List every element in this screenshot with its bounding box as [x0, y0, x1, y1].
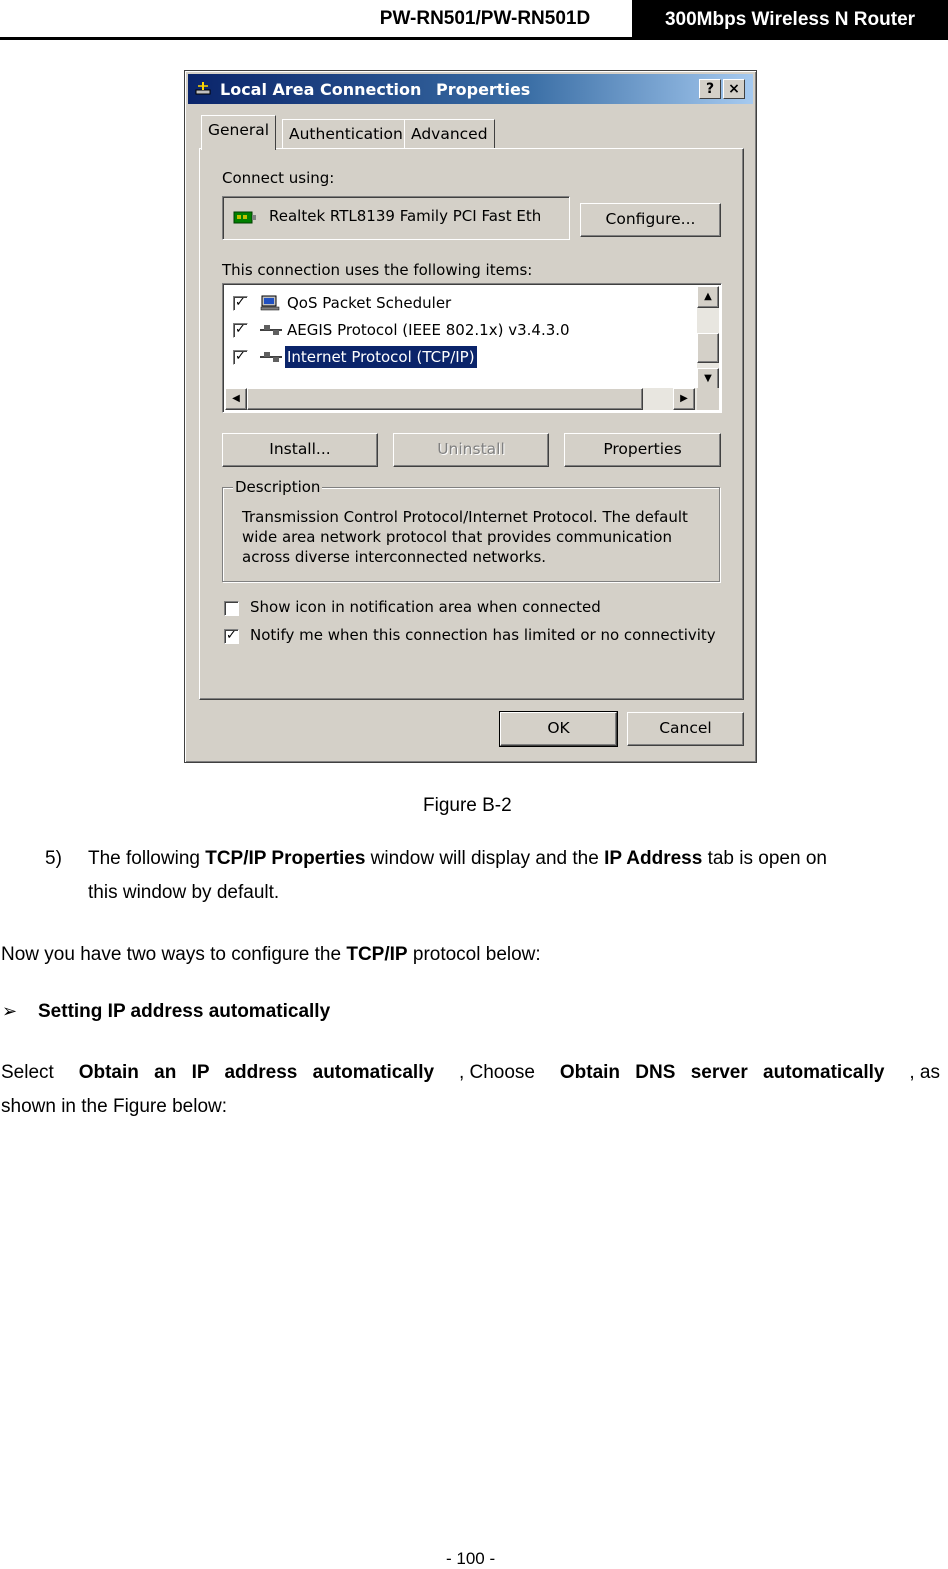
- select-paragraph-line1: [1, 1062, 940, 1084]
- select-word: Select: [1, 1062, 54, 1083]
- step5-bold: IP Address: [604, 848, 703, 869]
- tab-panel-general: [199, 148, 744, 700]
- page-number: - 100 -: [446, 1549, 496, 1568]
- item-label-selected: Internet Protocol (TCP/IP): [287, 348, 475, 366]
- step5-text: window will display and the: [365, 848, 605, 869]
- network-adapter-icon: [233, 209, 257, 227]
- select-word: , as: [909, 1062, 940, 1083]
- protocol-icon: [259, 349, 283, 365]
- bullet-arrow-icon: ➢: [2, 1001, 18, 1021]
- ok-button-label: OK: [547, 719, 570, 737]
- tab-advanced[interactable]: Advanced: [404, 119, 495, 149]
- step5-line1: [88, 848, 827, 870]
- properties-button-label: Properties: [603, 440, 682, 458]
- step5-text: The following: [88, 848, 206, 869]
- description-group: [222, 478, 720, 582]
- adapter-name: Realtek RTL8139 Family PCI Fast Eth: [269, 207, 542, 225]
- dialog-titlebar[interactable]: [188, 74, 753, 104]
- show-icon-checkbox[interactable]: [224, 601, 239, 616]
- scroll-down-icon[interactable]: ▼: [697, 368, 719, 390]
- help-button[interactable]: ?: [699, 79, 721, 99]
- intro-bold: TCP/IP: [346, 944, 408, 965]
- scroll-left-icon[interactable]: ◀: [225, 388, 247, 410]
- item-checkbox[interactable]: ✓: [233, 296, 248, 311]
- intro-paragraph: [1, 944, 541, 966]
- dialog-title: Local Area Connection: [220, 80, 422, 99]
- scroll-corner: [697, 388, 719, 410]
- select-bold: Obtain an IP address automatically: [78, 1062, 435, 1083]
- select-bold: Obtain DNS server automatically: [559, 1062, 885, 1083]
- scroll-thumb[interactable]: [697, 333, 719, 363]
- step-number: 5): [45, 848, 62, 869]
- configure-button[interactable]: [580, 203, 721, 237]
- connect-using-label: Connect using:: [222, 169, 335, 187]
- step5-bold: TCP/IP Properties: [205, 848, 366, 869]
- item-label: AEGIS Protocol (IEEE 802.1x) v3.4.3.0: [287, 321, 570, 339]
- show-icon-label: Show icon in notification area when connected: [250, 598, 601, 616]
- properties-button[interactable]: [564, 433, 721, 467]
- ok-button[interactable]: [500, 712, 617, 746]
- hscroll-thumb[interactable]: [247, 388, 643, 410]
- figure-caption: Figure B-2: [423, 795, 512, 816]
- scroll-up-icon[interactable]: ▲: [697, 286, 719, 308]
- select-paragraph-line2: shown in the Figure below:: [1, 1096, 228, 1117]
- dialog-title-suffix: Properties: [436, 80, 531, 99]
- item-checkbox[interactable]: ✓: [233, 350, 248, 365]
- step5-text: tab is open on: [702, 848, 827, 869]
- tab-general[interactable]: General: [201, 115, 276, 150]
- items-label: This connection uses the following items:: [222, 261, 533, 279]
- select-word: , Choose: [458, 1062, 535, 1083]
- notify-label: Notify me when this connection has limited or no connectivity: [250, 626, 716, 644]
- install-button-label: Install...: [269, 440, 331, 458]
- item-label: QoS Packet Scheduler: [287, 294, 452, 312]
- items-list[interactable]: [222, 283, 722, 413]
- horizontal-scrollbar[interactable]: [225, 388, 697, 410]
- scheduler-icon: [259, 295, 283, 311]
- adapter-field: [222, 196, 570, 240]
- install-button[interactable]: [222, 433, 378, 467]
- step5-line2: this window by default.: [88, 882, 280, 903]
- close-button[interactable]: ×: [723, 79, 745, 99]
- network-connection-icon: [194, 80, 212, 98]
- description-line: wide area network protocol that provides communication: [242, 528, 672, 546]
- page-header: [0, 0, 948, 40]
- cancel-button[interactable]: [627, 712, 744, 746]
- item-checkbox[interactable]: ✓: [233, 323, 248, 338]
- bullet-heading: Setting IP address automatically: [38, 1001, 331, 1022]
- header-rule: [0, 37, 948, 40]
- description-title: Description: [235, 478, 321, 496]
- notify-checkbox[interactable]: ✓: [224, 629, 239, 644]
- uninstall-button-label: Uninstall: [437, 440, 505, 458]
- configure-button-label: Configure...: [605, 210, 696, 228]
- intro-text: Now you have two ways to configure the: [1, 944, 347, 965]
- properties-dialog: [184, 70, 757, 763]
- header-product: 300Mbps Wireless N Router: [632, 0, 948, 40]
- protocol-icon: [259, 322, 283, 338]
- intro-text: protocol below:: [407, 944, 541, 965]
- scroll-right-icon[interactable]: ▶: [673, 388, 695, 410]
- tab-authentication[interactable]: Authentication: [282, 119, 410, 149]
- header-model: PW-RN501/PW-RN501D: [379, 8, 591, 29]
- uninstall-button[interactable]: [393, 433, 549, 467]
- description-line: across diverse interconnected networks.: [242, 548, 547, 566]
- vertical-scrollbar[interactable]: [697, 286, 719, 390]
- description-line: Transmission Control Protocol/Internet Protocol. The default: [242, 508, 688, 526]
- cancel-button-label: Cancel: [659, 719, 712, 737]
